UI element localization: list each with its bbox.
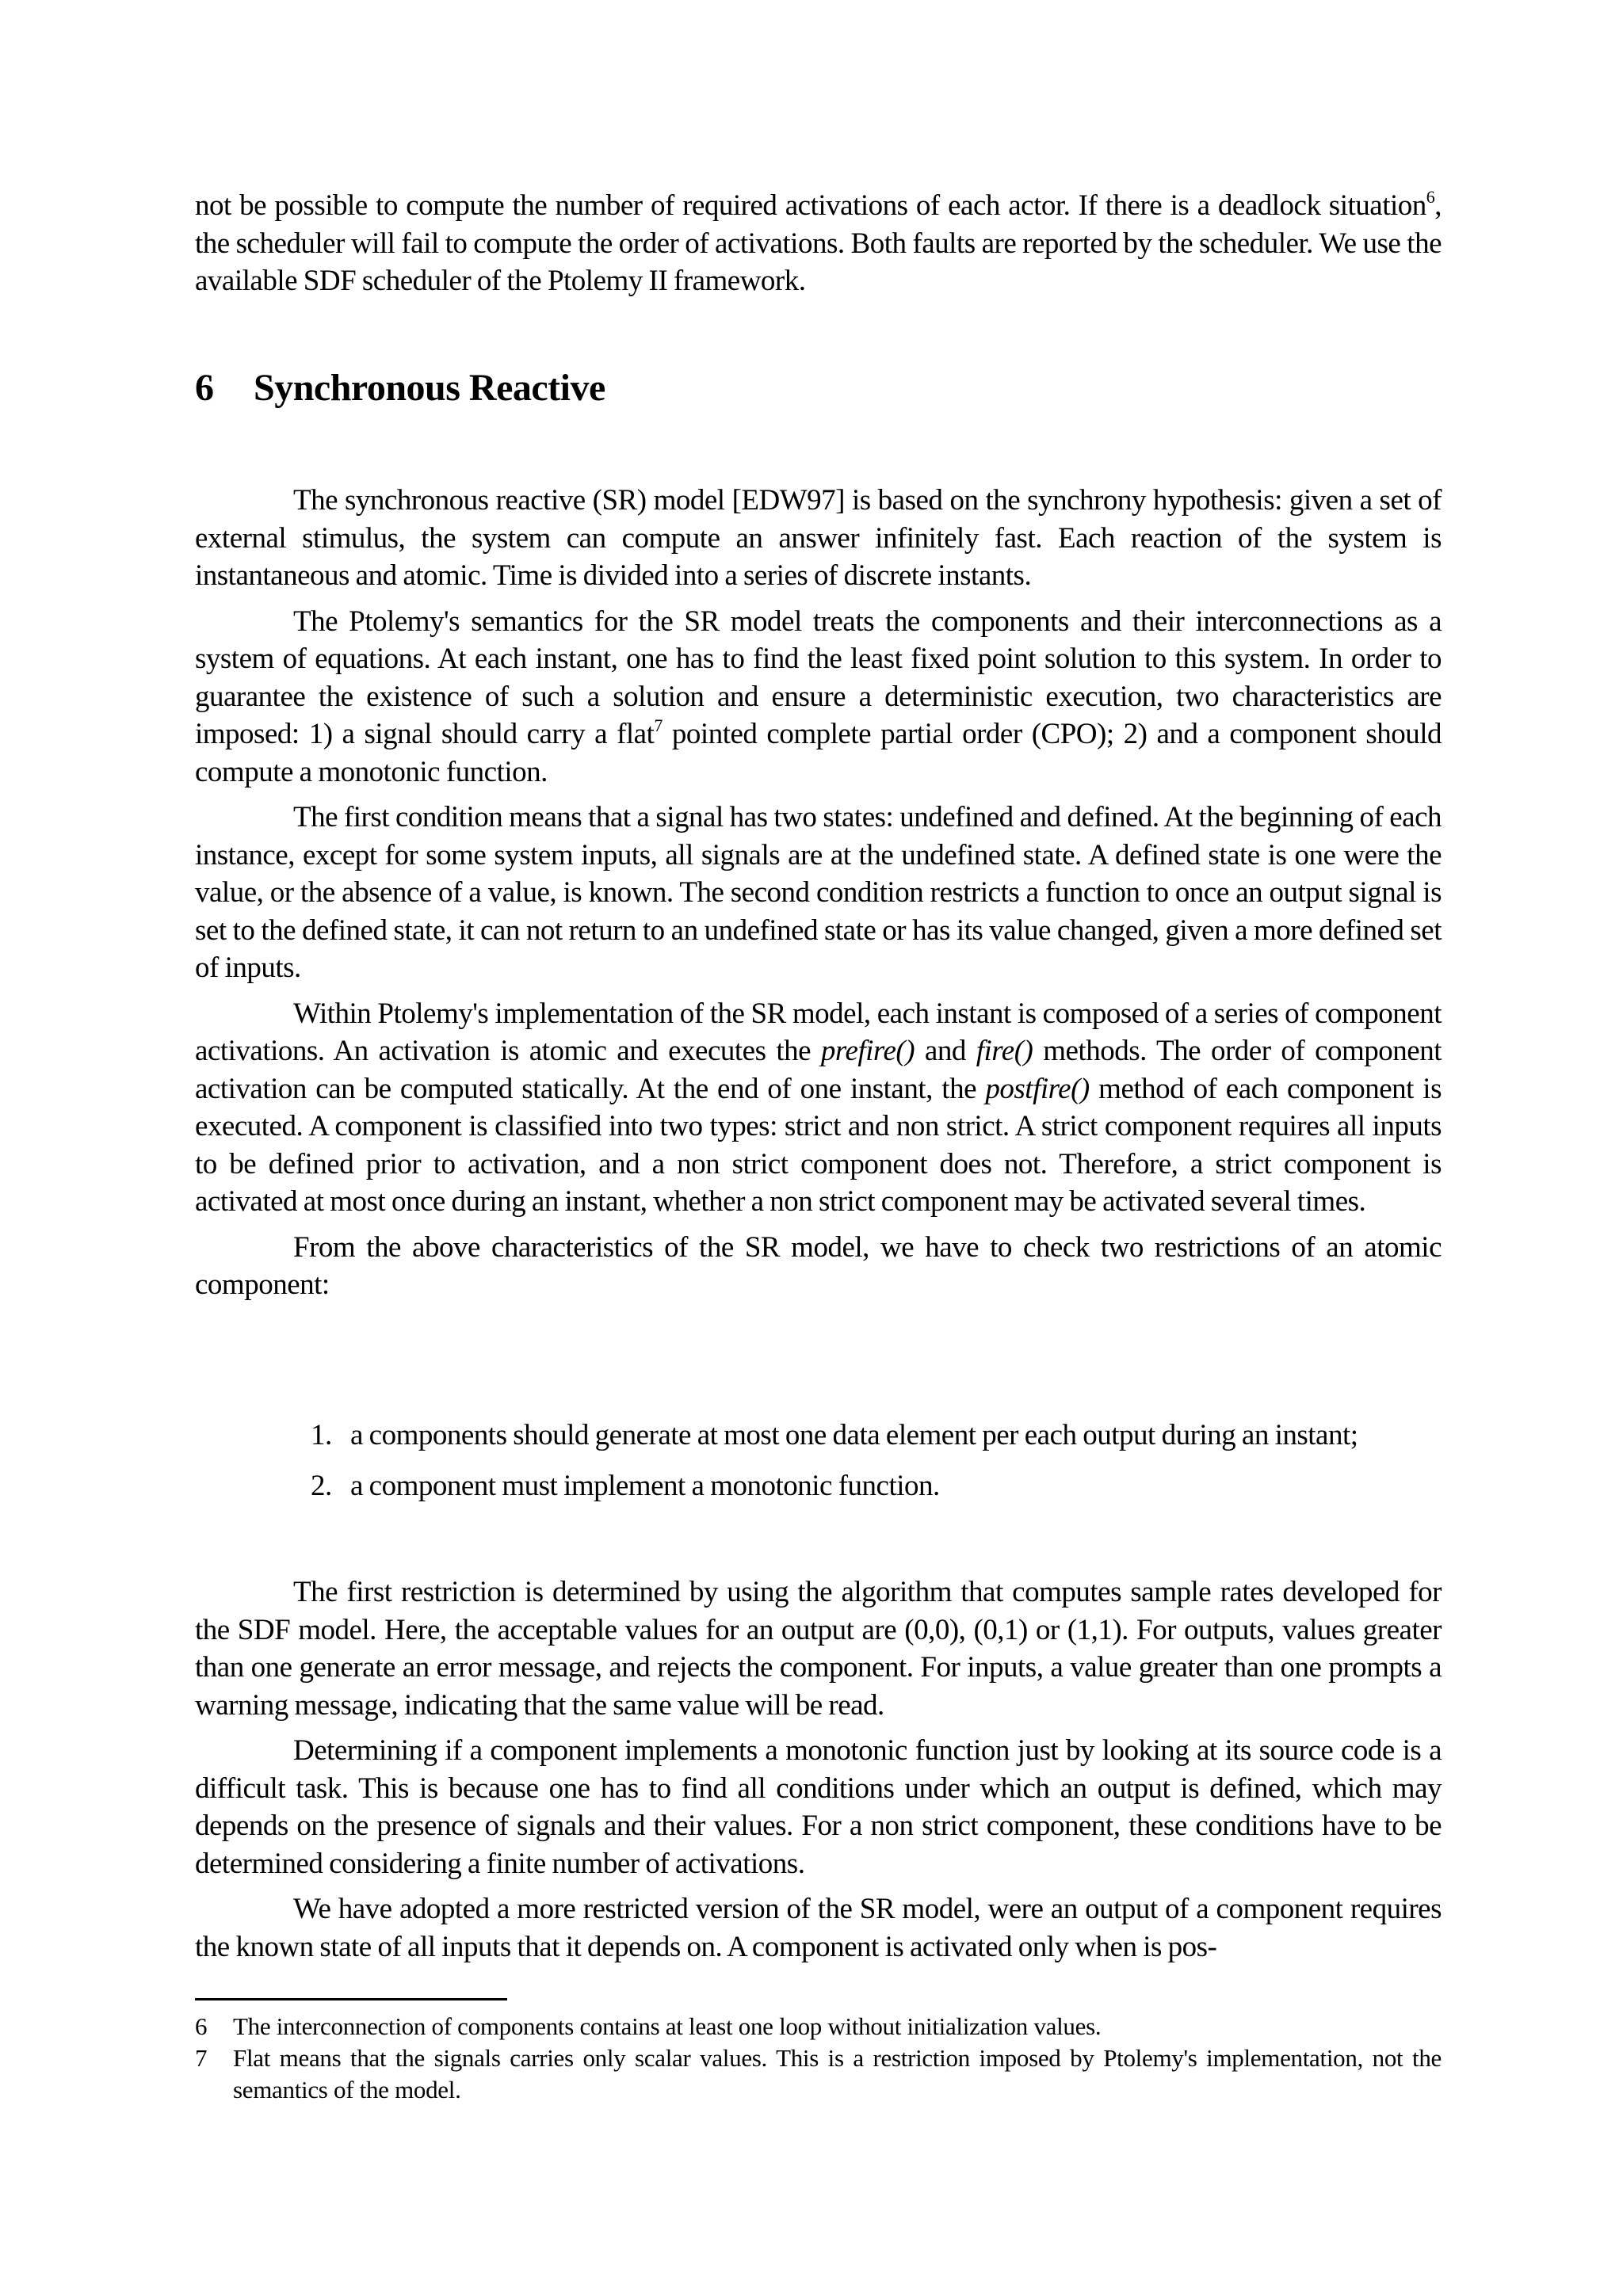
intro-paragraph	[195, 187, 1442, 300]
paragraph-text: methods. The order of component activation can be computed statically. At the end of one instant, the	[195, 1035, 1442, 1105]
paragraph-text: Within Ptolemy's implementation of the SR model, each instant is composed of a series of component activations. An activation is atomic and executes the	[195, 997, 1442, 1067]
method-postfire: postfire()	[985, 1072, 1090, 1105]
intro-text-b: , the scheduler will fail to compute the order of activations. Both faults are reported by the scheduler. We use the available SDF scheduler of the Ptolemy II framework.	[195, 189, 1442, 297]
paragraph-text: method of each component is executed. A component is classified into two types: strict and non strict. A strict component requires all inputs to be defined prior to activation, and a non strict component does not. Therefore, a strict component is activated at most once during an instant, whether a non strict component may be activated several times.	[195, 1072, 1442, 1218]
paragraph-sr-model: The synchronous reactive (SR) model [EDW97] is based on the synchrony hypothesis: given a set of external stimulus, the system can compute an answer infinitely fast. Each reaction of the system is instantaneous and atomic. Time is divided into a series of discrete instants.	[195, 484, 1442, 592]
paragraph-text: and	[915, 1035, 976, 1067]
list-item-text: a components should generate at most one data element per each output during an instant;	[350, 1419, 1358, 1451]
paragraph-text: The Ptolemy's semantics for the SR model treats the components and their interconnections as a system of equations. At each instant, one has to find the least fixed point solution to this system. In order to guarantee the existence of such a solution and ensure a deterministic execution, two characteristics are imposed: 1) a signal should carry a flat	[195, 605, 1442, 750]
list-item	[195, 1467, 1442, 1505]
section-heading	[195, 366, 605, 410]
footnote	[195, 2011, 1442, 2042]
intro-paragraph-block	[195, 187, 1442, 300]
paragraph-first-condition: The first condition means that a signal has two states: undefined and defined. At the beginning of each instance, except for some system inputs, all signals are at the undefined state. A defined state is one were the value, or the absence of a value, is known. The second condition restricts a function to once an output signal is set to the defined state, it can not return to an undefined state or has its value changed, given a more defined set of inputs.	[195, 801, 1442, 984]
method-fire: fire()	[976, 1035, 1033, 1067]
paragraph-ptolemy-semantics	[195, 603, 1442, 791]
footnote-text: Flat means that the signals carries only scalar values. This is a restriction imposed by Ptolemy's implementation, not the semantics of the model.	[233, 2044, 1442, 2103]
section-body-continued	[195, 1573, 1442, 1966]
paragraph-restricted-version: We have adopted a more restricted version of the SR model, were an output of a component requires the known state of all inputs that it depends on. A component is activated only when is pos-	[195, 1893, 1442, 1963]
restrictions-list	[195, 1417, 1442, 1517]
section-body	[195, 482, 1442, 1304]
paragraph-monotonic: Determining if a component implements a monotonic function just by looking at its source code is a difficult task. This is because one has to find all conditions under which an output is defined, which may depends on the presence of signals and their values. For a non strict component, these conditions have to be determined considering a finite number of activations.	[195, 1734, 1442, 1880]
intro-text-a: not be possible to compute the number of required activations of each actor. If there is a deadlock situation	[195, 189, 1426, 222]
footnotes	[195, 2011, 1442, 2106]
section-number: 6	[195, 367, 214, 409]
footnote-ref-7[interactable]: 7	[654, 715, 663, 735]
footnote-number: 6	[195, 2012, 208, 2040]
footnote-number: 7	[195, 2044, 208, 2072]
paragraph-text: pointed complete partial order (CPO); 2) and a component should compute a monotonic function.	[195, 718, 1442, 788]
footnote	[195, 2042, 1442, 2106]
footnote-text: The interconnection of components contains at least one loop without initialization values.	[233, 2012, 1102, 2040]
section-title: Synchronous Reactive	[254, 367, 605, 409]
paragraph-first-restriction: The first restriction is determined by using the algorithm that computes sample rates developed for the SDF model. Here, the acceptable values for an output are (0,0), (0,1) or (1,1). For outputs, values greater than one generate an error message, and rejects the component. For inputs, a value greater than one prompts a warning message, indicating that the same value will be read.	[195, 1576, 1442, 1722]
list-item-number: 2.	[311, 1469, 332, 1502]
paragraph-restrictions-intro: From the above characteristics of the SR model, we have to check two restrictions of an atomic component:	[195, 1230, 1442, 1301]
footnote-divider	[195, 1998, 507, 2000]
footnote-ref-6[interactable]: 6	[1426, 187, 1435, 207]
method-prefire: prefire()	[820, 1035, 915, 1067]
list-item-text: a component must implement a monotonic function.	[350, 1469, 940, 1502]
list-item	[195, 1417, 1442, 1455]
list-item-number: 1.	[311, 1419, 332, 1451]
paragraph-implementation	[195, 995, 1442, 1221]
